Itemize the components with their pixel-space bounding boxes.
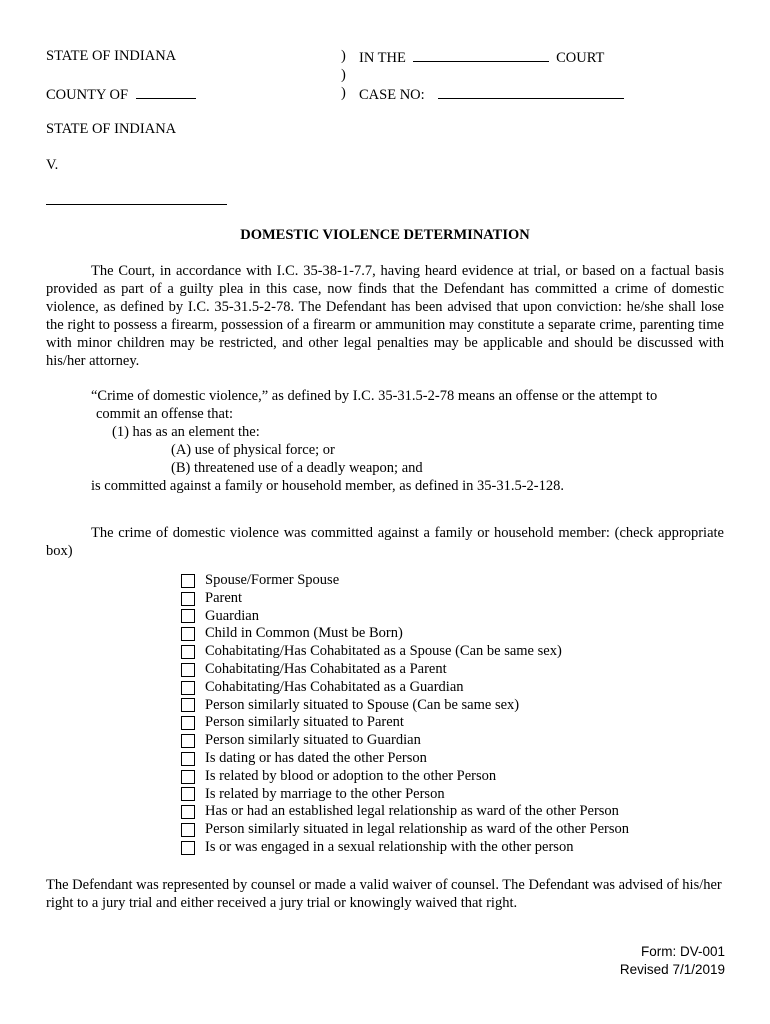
checkbox[interactable]: [181, 841, 195, 855]
checkbox-row[interactable]: [181, 661, 629, 679]
closing-paragraph: The Defendant was represented by counsel or made a valid waiver of counsel. The Defendant was advised of his/her right to a jury trial and either received a jury trial or knowingly waived that right.: [46, 877, 722, 911]
county-of-label: [46, 84, 196, 104]
checkbox-row[interactable]: [181, 803, 629, 821]
definition-line-1: “Crime of domestic violence,” as defined by I.C. 35-31.5-2-78 means an offense or the attempt to: [91, 388, 658, 404]
checkbox-label: Person similarly situated in legal relationship as ward of the other Person: [205, 821, 630, 838]
checkbox-label: Is related by marriage to the other Person: [205, 785, 445, 802]
court-name-blank[interactable]: [413, 47, 549, 62]
case-no-text: CASE NO:: [359, 87, 425, 103]
checkbox-label: Is related by blood or adoption to the other Person: [205, 767, 497, 784]
court-line: [359, 47, 604, 67]
definition-line-6: is committed against a family or household member, as defined in 35-31.5-2-128.: [91, 478, 564, 494]
county-blank[interactable]: [136, 84, 196, 99]
checkbox-row[interactable]: [181, 572, 629, 590]
checkbox[interactable]: [181, 752, 195, 766]
revision-date: Revised 7/1/2019: [619, 962, 725, 977]
intro-paragraph: The Court, in accordance with I.C. 35-38-1-7.7, having heard evidence at trial, or based on a factual basis provided as part of a guilty plea in this case, now finds that the Defendant has committed a crime of domestic violence, as defined by I.C. 35-31.5-2-78. The Defendant has been advised that upon conviction: he/she shall lose the right to possess a firearm, possession of a firearm or ammunition may constitute a separate crime, parenting time with minor children may be restricted, and other legal penalties may be applicable and should be discussed with his/her attorney.: [46, 263, 724, 369]
checkbox-row[interactable]: [181, 697, 629, 715]
checkbox[interactable]: [181, 592, 195, 606]
checkbox-row[interactable]: [181, 750, 629, 768]
caption-paren-3: ): [341, 85, 346, 101]
form-number: Form: DV-001: [640, 944, 725, 959]
checkbox-row[interactable]: [181, 821, 629, 839]
checkbox-label: Is dating or has dated the other Person: [205, 749, 427, 766]
checkbox-row[interactable]: [181, 768, 629, 786]
checkbox-label: Is or was engaged in a sexual relationship with the other person: [205, 838, 574, 855]
definition-line-4: (A) use of physical force; or: [171, 442, 335, 458]
checkbox-label: Cohabitating/Has Cohabitated as a Spouse (Can be same sex): [205, 643, 562, 660]
caption-paren-1: ): [341, 48, 346, 64]
court-text: COURT: [556, 50, 605, 66]
checkbox[interactable]: [181, 574, 195, 588]
state-of-indiana-header: STATE OF INDIANA: [46, 48, 177, 64]
caption-paren-2: ): [341, 67, 346, 83]
checkbox[interactable]: [181, 609, 195, 623]
relationship-checkbox-list: [181, 572, 629, 857]
checkbox[interactable]: [181, 716, 195, 730]
defendant-name-line[interactable]: [46, 204, 227, 205]
checkbox-label: Person similarly situated to Spouse (Can be same sex): [205, 696, 520, 713]
checkbox-row[interactable]: [181, 643, 629, 661]
checkbox[interactable]: [181, 645, 195, 659]
checkbox-label: Child in Common (Must be Born): [205, 625, 403, 642]
checkbox[interactable]: [181, 681, 195, 695]
checkbox-label: Parent: [205, 589, 243, 606]
checkbox-row[interactable]: [181, 679, 629, 697]
checkbox[interactable]: [181, 823, 195, 837]
checkbox-label: Person similarly situated to Parent: [205, 714, 404, 731]
checkbox-row[interactable]: [181, 714, 629, 732]
checkbox-label: Cohabitating/Has Cohabitated as a Parent: [205, 660, 447, 677]
checkbox[interactable]: [181, 787, 195, 801]
checkbox-row[interactable]: [181, 590, 629, 608]
checkbox[interactable]: [181, 805, 195, 819]
in-the-text: IN THE: [359, 50, 406, 66]
state-plaintiff: STATE OF INDIANA: [46, 121, 177, 137]
versus-label: V.: [46, 157, 59, 173]
checkbox-label: Person similarly situated to Guardian: [205, 732, 421, 749]
definition-line-2: commit an offense that:: [96, 406, 234, 422]
document-title: DOMESTIC VIOLENCE DETERMINATION: [240, 227, 530, 243]
county-of-text: COUNTY OF: [46, 87, 129, 103]
definition-line-5: (B) threatened use of a deadly weapon; and: [171, 460, 423, 476]
checkbox-row[interactable]: [181, 786, 629, 804]
checkbox-label: Has or had an established legal relationship as ward of the other Person: [205, 803, 619, 820]
checkbox[interactable]: [181, 770, 195, 784]
checkbox[interactable]: [181, 698, 195, 712]
checkbox-row[interactable]: [181, 608, 629, 626]
checkbox[interactable]: [181, 627, 195, 641]
checkbox[interactable]: [181, 734, 195, 748]
definition-line-3: (1) has as an element the:: [112, 424, 260, 440]
checkbox-label: Spouse/Former Spouse: [205, 572, 340, 588]
checkbox-row[interactable]: [181, 839, 629, 857]
checkbox-row[interactable]: [181, 625, 629, 643]
checkbox-row[interactable]: [181, 732, 629, 750]
checkbox[interactable]: [181, 663, 195, 677]
checkbox-label: Cohabitating/Has Cohabitated as a Guardian: [205, 678, 464, 695]
checkbox-label: Guardian: [205, 607, 259, 624]
check-instruction: The crime of domestic violence was committed against a family or household member: (check appropriate box): [46, 525, 724, 559]
case-no-line: [359, 84, 624, 104]
case-number-blank[interactable]: [438, 84, 624, 99]
